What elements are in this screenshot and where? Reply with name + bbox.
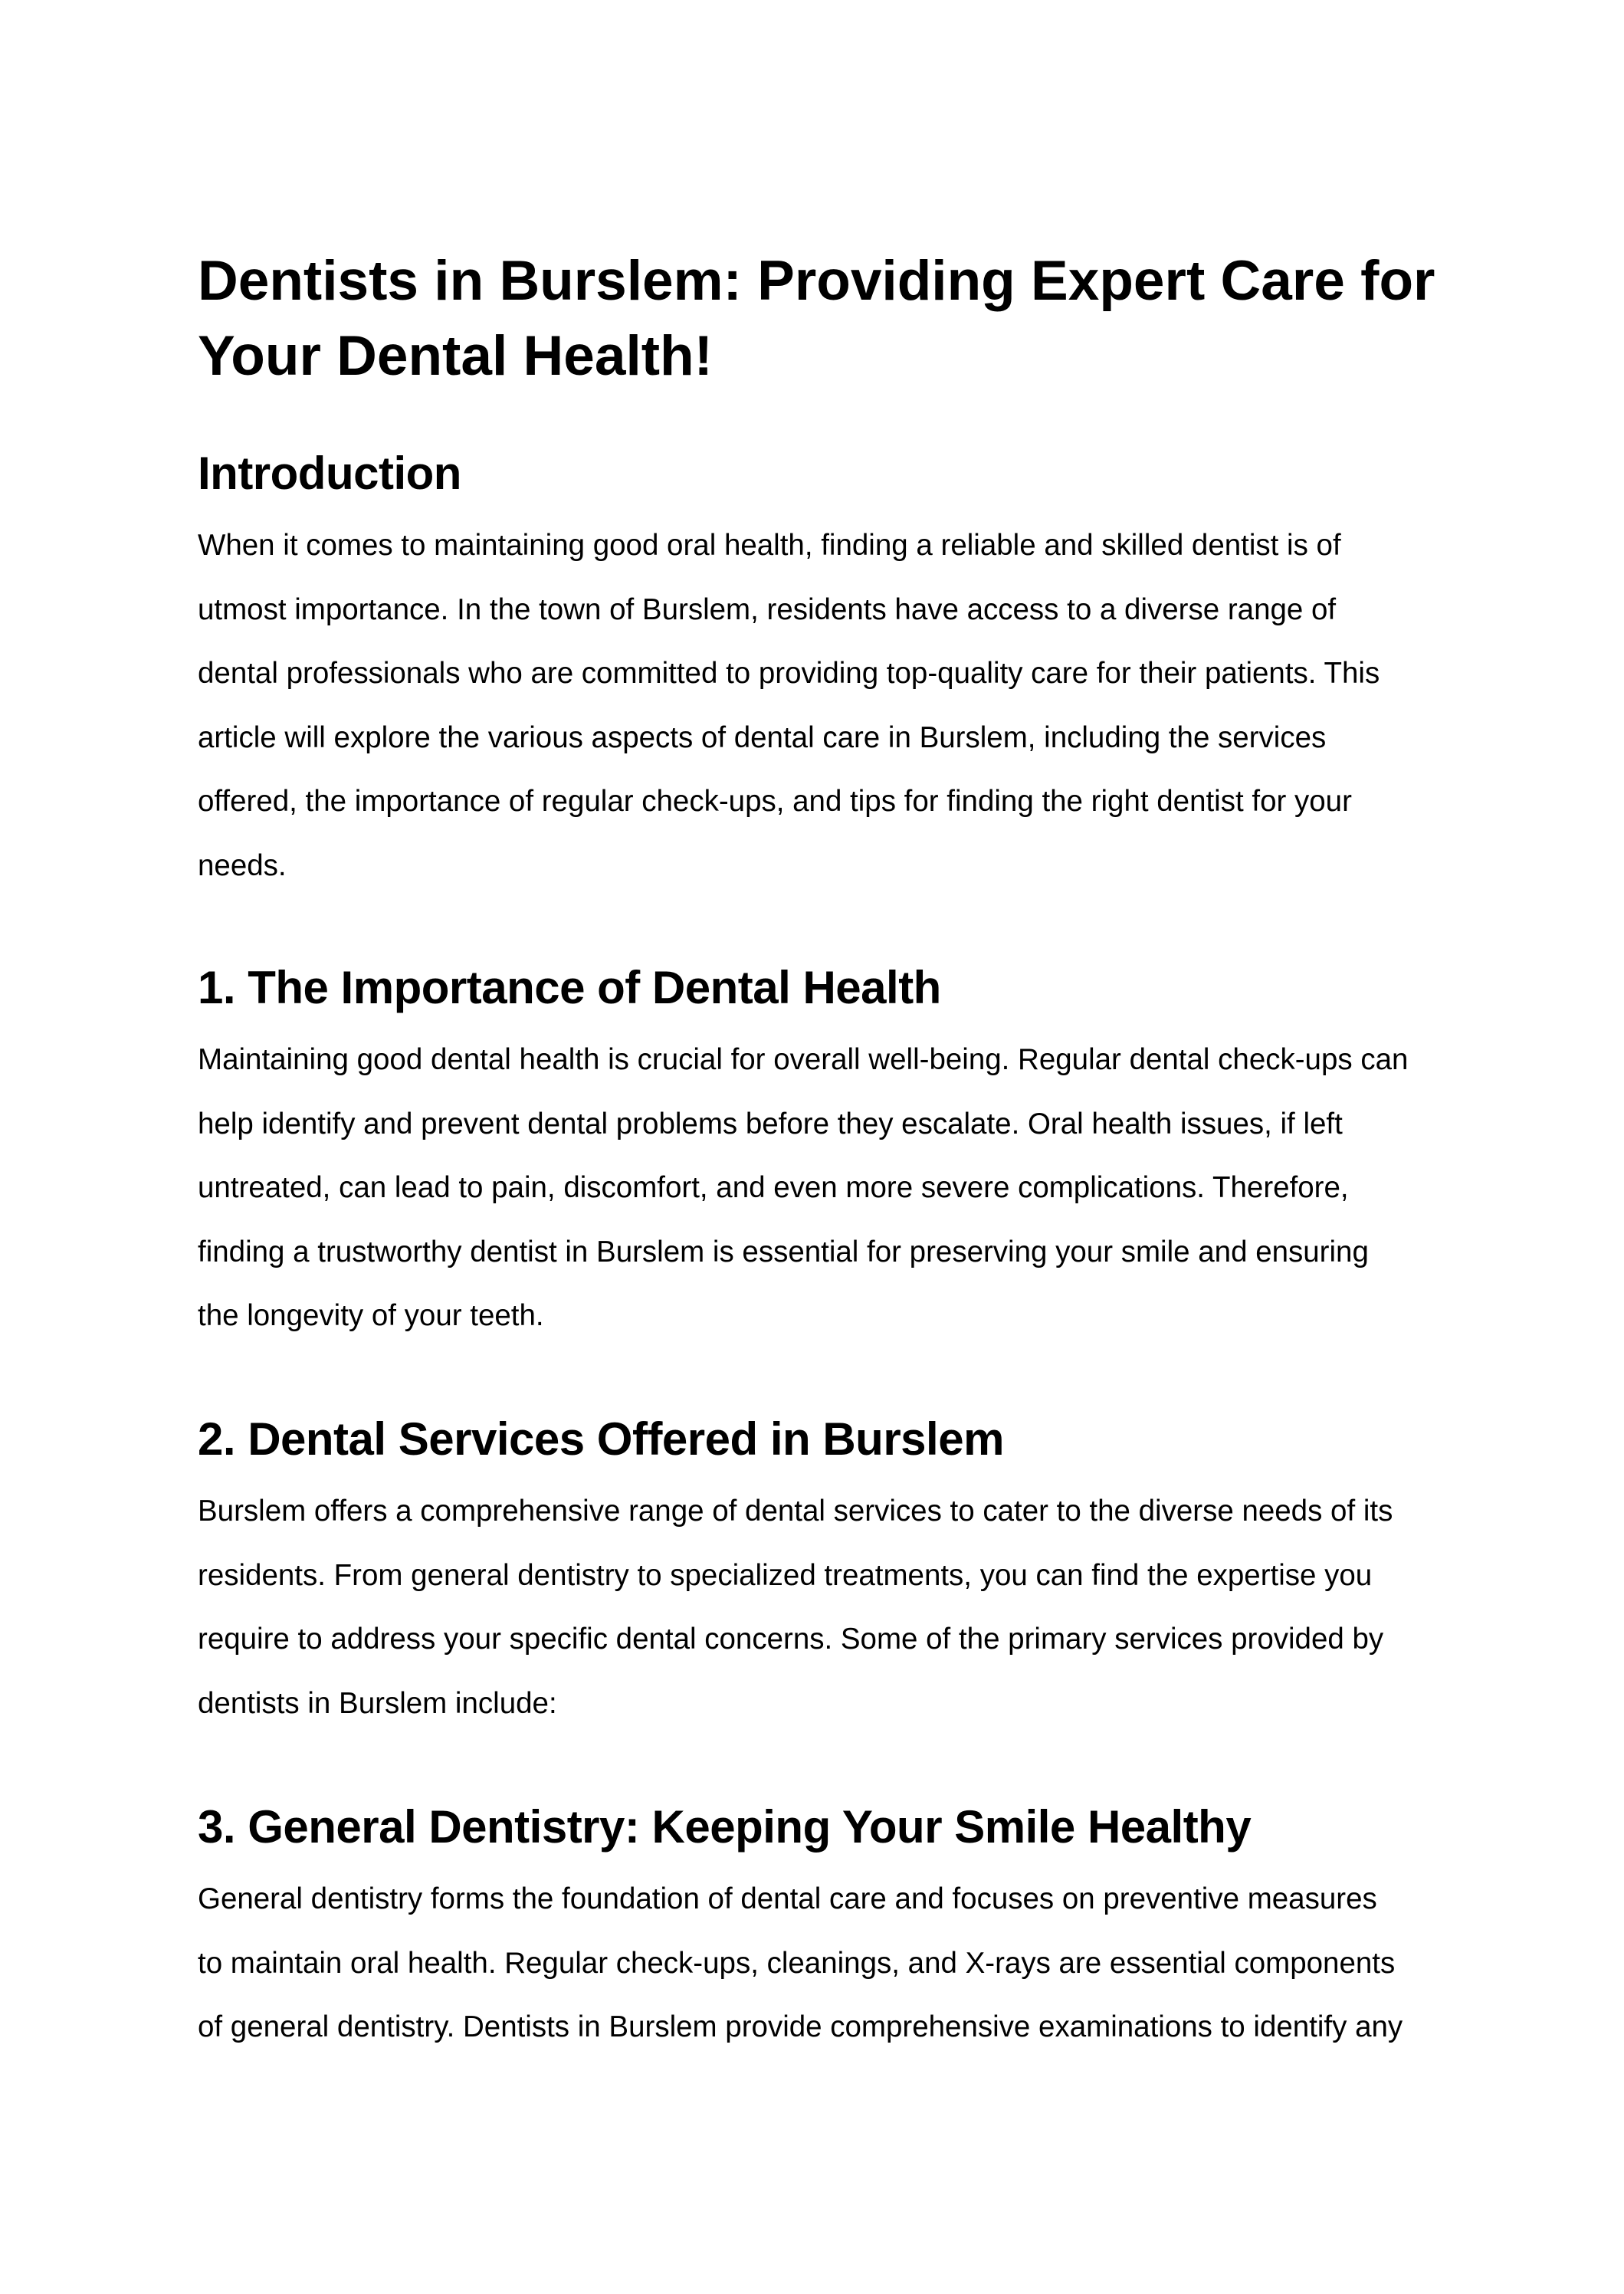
paragraph-line: help identify and prevent dental problems before they escalate. Oral health issues, if left — [198, 1107, 1343, 1140]
section-paragraph — [198, 1867, 1455, 2059]
section-heading: 1. The Importance of Dental Health — [198, 962, 941, 1013]
section-heading: Introduction — [198, 448, 461, 499]
paragraph-line: the longevity of your teeth. — [198, 1299, 544, 1332]
page-title: Dentists in Burslem: Providing Expert Care for Your Dental Health! — [198, 250, 1435, 387]
section-paragraph — [198, 514, 1455, 898]
section-dental-services — [198, 1409, 1455, 1735]
paragraph-line: needs. — [198, 848, 287, 882]
section-importance-of-dental-health — [198, 957, 1455, 1348]
section-paragraph — [198, 1479, 1455, 1735]
paragraph-line: Maintaining good dental health is crucial for overall well-being. Regular dental check-ups can — [198, 1043, 1409, 1076]
paragraph-line: utmost importance. In the town of Burslem, residents have access to a diverse range of — [198, 592, 1337, 626]
section-general-dentistry — [198, 1797, 1455, 2059]
paragraph-line: General dentistry forms the foundation of dental care and focuses on preventive measures — [198, 1882, 1377, 1915]
section-heading: 3. General Dentistry: Keeping Your Smile Healthy — [198, 1801, 1252, 1853]
paragraph-line: dentists in Burslem include: — [198, 1686, 557, 1720]
paragraph-line: residents. From general dentistry to specialized treatments, you can find the expertise you — [198, 1558, 1373, 1592]
paragraph-line: Burslem offers a comprehensive range of dental services to cater to the diverse needs of its — [198, 1495, 1393, 1528]
section-paragraph — [198, 1028, 1455, 1348]
paragraph-line: of general dentistry. Dentists in Burslem provide comprehensive examinations to identify any — [198, 2010, 1403, 2043]
paragraph-line: require to address your specific dental concerns. Some of the primary services provided by — [198, 1623, 1384, 1656]
section-heading: 2. Dental Services Offered in Burslem — [198, 1413, 1004, 1465]
paragraph-line: When it comes to maintaining good oral health, finding a reliable and skilled dentist is of — [198, 529, 1341, 562]
paragraph-line: article will explore the various aspects of dental care in Burslem, including the services — [198, 720, 1327, 754]
paragraph-line: untreated, can lead to pain, discomfort, and even more severe complications. Therefore, — [198, 1171, 1349, 1204]
paragraph-line: finding a trustworthy dentist in Burslem is essential for preserving your smile and ensuring — [198, 1235, 1369, 1268]
paragraph-line: dental professionals who are committed to providing top-quality care for their patients. This — [198, 657, 1380, 690]
paragraph-line: to maintain oral health. Regular check-ups, cleanings, and X-rays are essential components — [198, 1946, 1396, 1980]
section-introduction — [198, 443, 1455, 898]
paragraph-line: offered, the importance of regular check-ups, and tips for finding the right dentist for your — [198, 785, 1352, 818]
